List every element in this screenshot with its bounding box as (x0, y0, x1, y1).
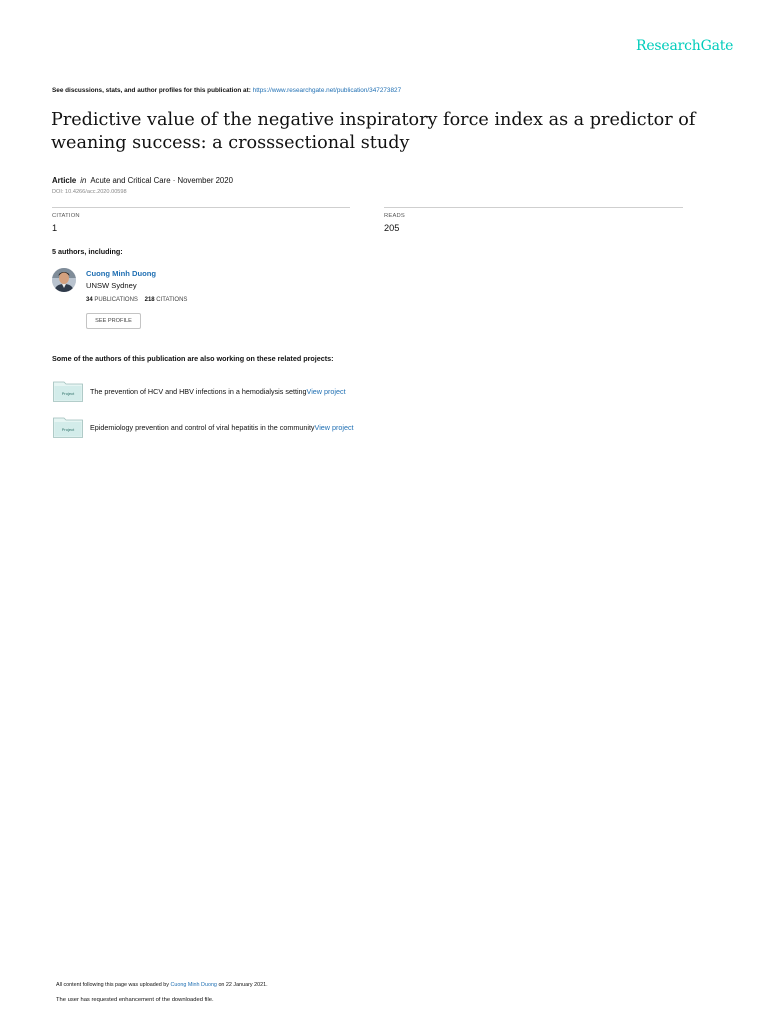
upload-note (56, 982, 268, 988)
publication-title: Predictive value of the negative inspiratory force index as a predictor of weaning success: a crosssectional study (51, 110, 696, 153)
article-meta-line (52, 176, 233, 185)
project-folder-icon (53, 380, 83, 402)
doi-text: DOI: 10.4266/acc.2020.00598 (52, 189, 127, 195)
publication-url-link[interactable]: https://www.researchgate.net/publication/347273827 (252, 87, 402, 94)
project-folder-icon (53, 416, 83, 438)
researchgate-logo[interactable]: ResearchGate (636, 38, 734, 54)
project-row-1 (90, 387, 346, 396)
reads-label: READS (384, 213, 405, 219)
view-project-link-1[interactable]: View project (306, 387, 346, 396)
authors-heading: 5 authors, including: (52, 247, 123, 256)
citations-label: CITATIONS (156, 297, 188, 303)
project-icon-label: Project (61, 427, 75, 432)
citation-count: 1 (52, 223, 58, 233)
project-icon-label: Project (61, 391, 75, 396)
uploader-link[interactable]: Cuong Minh Duong (170, 982, 217, 988)
reads-divider (384, 207, 683, 208)
publications-count: 34 (86, 297, 93, 303)
view-project-link-2[interactable]: View project (314, 423, 354, 432)
enhancement-note: The user has requested enhancement of the downloaded file. (56, 997, 214, 1003)
project-row-2 (90, 423, 354, 432)
publications-label: PUBLICATIONS (94, 297, 138, 303)
related-projects-heading: Some of the authors of this publication are also working on these related projects: (52, 354, 334, 363)
author-avatar[interactable] (52, 268, 76, 292)
project-title-1: The prevention of HCV and HBV infections in a hemodialysis setting (90, 387, 307, 396)
author-stats (86, 297, 187, 303)
author-institution: UNSW Sydney (86, 281, 137, 290)
discussion-lead-text: See discussions, stats, and author profiles for this publication at: (52, 87, 251, 94)
citation-label: CITATION (52, 213, 80, 219)
citations-count: 218 (144, 297, 155, 303)
author-name-link[interactable]: Cuong Minh Duong (86, 269, 157, 278)
discussion-line (52, 87, 401, 94)
see-profile-button[interactable]: SEE PROFILE (86, 313, 141, 329)
article-type: Article (52, 176, 77, 185)
citation-divider (52, 207, 350, 208)
upload-prefix: All content following this page was uploaded by (56, 982, 169, 988)
upload-suffix: on 22 January 2021. (218, 982, 268, 988)
person-icon (52, 268, 76, 292)
project-title-2: Epidemiology prevention and control of viral hepatitis in the community (90, 423, 315, 432)
in-word: in (80, 176, 87, 185)
journal-date: Acute and Critical Care · November 2020 (90, 176, 233, 185)
reads-count: 205 (384, 223, 400, 233)
